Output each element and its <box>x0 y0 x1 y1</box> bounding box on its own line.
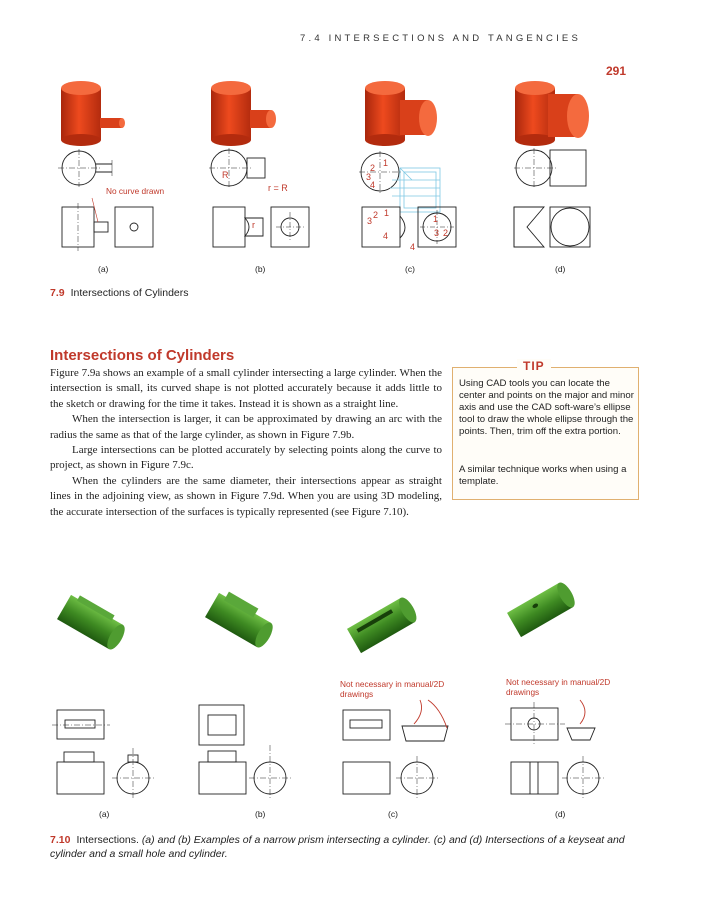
figure-7-10-caption: 7.10 Intersections. (a) and (b) Examples of a narrow prism intersecting a cylinder. (c) and (d) Intersections of a keyseat and cylinder and a small hole and cylinder. <box>50 834 625 860</box>
body-text <box>50 366 442 520</box>
paragraph: Figure 7.9a shows an example of a small cylinder intersecting a large cylinder. When the intersection is small, its curved shape is not plotted accurately because it adds little to the sketch or drawing for the time it takes. Instead it is shown as a straight line. <box>50 367 442 410</box>
fig710-label-a: (a) <box>99 809 110 819</box>
fig79-label-b: (b) <box>255 264 266 274</box>
point-label: 3 <box>434 228 440 238</box>
paragraph: When the intersection is larger, it can be approximated by drawing an arc with the radius the same as that of the large cylinder, as shown in Figure 7.9b. <box>50 413 442 441</box>
drawing-a <box>58 149 153 251</box>
green-cylinder-c <box>347 595 420 653</box>
fig710-label-b: (b) <box>255 809 266 819</box>
label-r-eq-R: r = R <box>268 183 288 193</box>
label-R: R <box>222 170 229 180</box>
point-label: 4 <box>383 231 389 241</box>
drawing-10c <box>343 710 448 800</box>
drawing-b <box>209 148 309 247</box>
fig79-label-d: (d) <box>555 264 566 274</box>
point-label: 1 <box>433 214 439 224</box>
figure-7-9-caption: 7.9 Intersections of Cylinders <box>50 287 189 299</box>
tip-paragraph: A similar technique works when using a template. <box>459 464 627 487</box>
drawing-10a <box>52 710 154 798</box>
drawing-d <box>514 148 590 247</box>
point-label: 2 <box>443 228 449 238</box>
page-number: 291 <box>605 64 626 78</box>
figure-7-9-art <box>0 60 702 290</box>
label-r: r <box>252 220 255 230</box>
drawing-10d <box>505 702 604 800</box>
tip-title: TIP <box>517 359 551 373</box>
point-label: 4 <box>410 242 416 252</box>
point-label: 3 <box>366 172 372 182</box>
cylinder-3d-c <box>365 81 437 146</box>
green-cylinder-d <box>507 580 578 637</box>
point-label: 2 <box>373 210 379 220</box>
note-not-necessary-d: Not necessary in manual/2D drawings <box>506 677 611 697</box>
cylinder-3d-a <box>61 81 125 146</box>
green-cylinder-b <box>205 588 279 650</box>
point-label: 2 <box>370 163 376 173</box>
cylinder-3d-d <box>515 81 589 146</box>
fig710-label-d: (d) <box>555 809 566 819</box>
tip-paragraph: Using CAD tools you can locate the center and points on the major and minor axis and use the CAD soft-ware’s ellipse tool to draw the whole ellipse through the points. Then, trim off the extra portion. <box>459 378 634 437</box>
paragraph: When the cylinders are the same diameter, their intersections appear as straight lines in the adjoining view, as shown in Figure 7.9d. When you are using 3D modeling, the accurate intersection of the surfaces is typically represented (see Figure 7.10). <box>50 474 442 518</box>
drawing-10b <box>199 705 292 798</box>
fig79-label-a: (a) <box>98 264 109 274</box>
fig79-label-c: (c) <box>405 264 415 274</box>
paragraph: Large intersections can be plotted accurately by selecting points along the curve to project, as shown in Figure 7.9c. <box>50 444 442 472</box>
point-label: 3 <box>367 216 373 226</box>
cylinder-3d-b <box>211 81 276 146</box>
note-no-curve: No curve drawn <box>106 186 165 196</box>
fig710-label-c: (c) <box>388 809 398 819</box>
note-not-necessary-c: Not necessary in manual/2D drawings <box>340 679 445 699</box>
section-heading: Intersections of Cylinders <box>50 347 235 364</box>
point-label: 1 <box>383 158 389 168</box>
point-label: 1 <box>384 208 390 218</box>
tip-box <box>452 359 639 500</box>
green-cylinder-a <box>57 591 130 652</box>
running-head: 7.4 INTERSECTIONS AND TANGENCIES 291 <box>300 33 626 78</box>
point-label: 4 <box>370 180 376 190</box>
